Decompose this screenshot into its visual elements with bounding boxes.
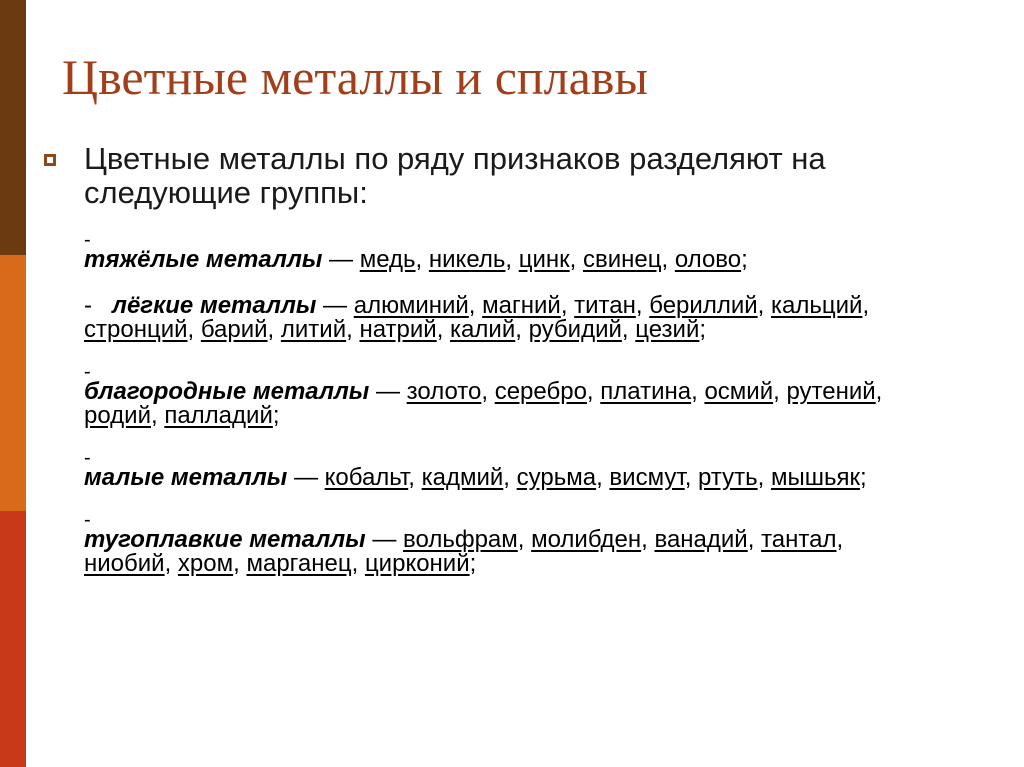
group-dash-separator: — — [365, 526, 404, 553]
group-dash-separator: — — [287, 464, 325, 491]
metal-link[interactable]: сурьма — [516, 464, 597, 491]
metal-link[interactable]: алюминий — [353, 292, 469, 319]
metal-link[interactable]: молибден — [531, 526, 642, 553]
metal-link[interactable]: ртуть — [698, 464, 758, 491]
group-end: ; — [741, 246, 748, 273]
metal-link[interactable]: никель — [428, 246, 506, 273]
square-bullet-icon — [44, 154, 56, 166]
group-dash: - — [84, 447, 91, 469]
metal-link[interactable]: платина — [600, 378, 692, 405]
metal-link[interactable]: висмут — [609, 464, 685, 491]
group-end: ; — [699, 316, 707, 343]
metal-groups-list — [84, 229, 934, 598]
metal-link[interactable]: цезий — [635, 316, 700, 343]
metal-link[interactable]: цирконий — [364, 550, 470, 577]
metal-link[interactable]: литий — [280, 316, 347, 343]
group-end: ; — [859, 464, 867, 491]
group-category: благородные металлы — [84, 378, 370, 405]
metal-link[interactable]: золото — [406, 378, 482, 405]
metal-link[interactable]: марганец — [246, 550, 352, 577]
group-dash: - — [84, 229, 91, 251]
metal-link[interactable]: тантал — [761, 526, 837, 553]
metal-link[interactable]: олово — [674, 246, 742, 273]
metal-link[interactable]: барий — [200, 316, 268, 343]
group-end: ; — [469, 550, 477, 577]
metal-link[interactable]: цинк — [518, 246, 570, 273]
group-dash: - — [84, 292, 92, 319]
group-category: малые металлы — [84, 464, 288, 491]
group-category: лёгкие металлы — [112, 292, 317, 319]
accent-band-bottom — [0, 511, 26, 767]
group-minor: - малые металлы — кобальт, кадмий, сурьма, висмут, ртуть, мышьяк; — [84, 450, 934, 490]
group-light: - лёгкие металлы — алюминий, магний, титан, бериллий, кальций, стронций, барий, литий, натрий, калий, рубидий, цезий; — [84, 292, 870, 343]
metal-link[interactable]: стронций — [84, 316, 188, 343]
group-dash-separator: — — [316, 292, 354, 319]
intro-text: Цветные металлы по ряду признаков разделяют на следующие группы: — [84, 141, 826, 210]
metal-link[interactable]: палладий — [164, 402, 273, 429]
metal-link[interactable]: натрий — [359, 316, 437, 343]
metal-link[interactable]: свинец — [582, 246, 662, 273]
metal-link[interactable]: вольфрам — [403, 526, 518, 553]
group-refractory: - тугоплавкие металлы — вольфрам, молибден, ванадий, тантал, ниобий, хром, марганец, цирконий; — [84, 512, 934, 576]
group-dash-separator: — — [322, 246, 360, 273]
metal-link[interactable]: родий — [84, 402, 151, 429]
metal-link[interactable]: ниобий — [84, 550, 165, 577]
group-dash: - — [84, 509, 91, 531]
metal-link[interactable]: кобальт — [324, 464, 409, 491]
group-dash: - — [84, 361, 91, 383]
metal-link[interactable]: титан — [574, 292, 636, 319]
group-heavy: - тяжёлые металлы — медь, никель, цинк, свинец, олово; — [84, 232, 934, 272]
slide-title: Цветные металлы и сплавы — [62, 49, 648, 105]
group-category: тяжёлые металлы — [84, 246, 323, 273]
metal-link[interactable]: мышьяк — [770, 464, 860, 491]
accent-band-middle — [0, 255, 26, 511]
metal-link[interactable]: хром — [177, 550, 234, 577]
metal-link[interactable]: серебро — [494, 378, 587, 405]
metal-link[interactable]: медь — [359, 246, 416, 273]
group-category: тугоплавкие металлы — [84, 526, 366, 553]
group-end: ; — [272, 402, 280, 429]
metal-link[interactable]: рубидий — [528, 316, 622, 343]
metal-link[interactable]: бериллий — [649, 292, 758, 319]
metal-link[interactable]: осмий — [704, 378, 774, 405]
metal-link[interactable]: калий — [450, 316, 516, 343]
metal-link[interactable]: ванадий — [654, 526, 748, 553]
accent-band-top — [0, 0, 26, 255]
metal-link[interactable]: кадмий — [421, 464, 504, 491]
metal-link[interactable]: рутений — [786, 378, 876, 405]
metal-link[interactable]: магний — [482, 292, 561, 319]
group-noble: - благородные металлы — золото, серебро, платина, осмий, рутений, родий, палладий; — [84, 364, 934, 428]
group-dash-separator: — — [369, 378, 407, 405]
metal-link[interactable]: кальций — [770, 292, 863, 319]
